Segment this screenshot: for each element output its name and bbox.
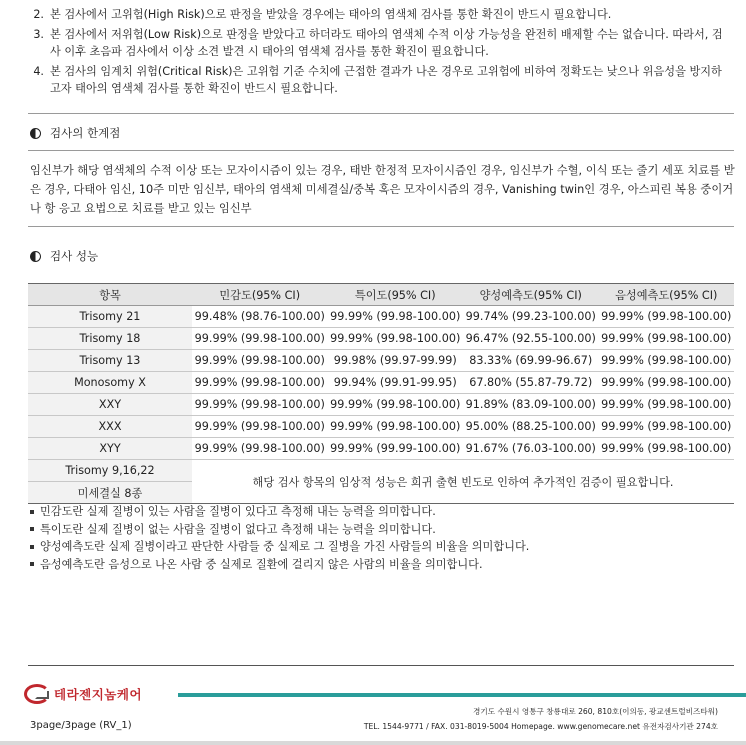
table-row: Trisomy 18 99.99% (99.98-100.00) 99.99% (99.98-100.00) 96.47% (92.55-100.00) 99.99% (99.98-100.00) — [28, 328, 734, 350]
table-row: XXX 99.99% (99.98-100.00) 99.99% (99.98-100.00) 95.00% (88.25-100.00) 99.99% (99.98-100.00) — [28, 416, 734, 438]
table-row: Trisomy 13 99.99% (99.98-100.00) 99.98% (99.97-99.99) 83.33% (69.99-96.67) 99.99% (99.98-100.00) — [28, 350, 734, 372]
table-row: Monosomy X 99.99% (99.98-100.00) 99.94% (99.91-99.95) 67.80% (55.87-79.72) 99.99% (99.98-100.00) — [28, 372, 734, 394]
page-number: 3page/3page (RV_1) — [30, 720, 132, 731]
limitations-heading: 검사의 한계점 — [30, 125, 120, 141]
definitions-list — [30, 503, 529, 573]
divider — [28, 226, 734, 227]
divider — [28, 113, 734, 114]
list-item: 특이도란 실제 질병이 없는 사람을 질병이 없다고 측정해 내는 능력을 의미합니다. — [30, 521, 529, 539]
bottom-band — [0, 741, 746, 745]
table-row: Trisomy 21 99.48% (98.76-100.00) 99.99% (99.98-100.00) 99.74% (99.23-100.00) 99.99% (99.98-100.00) — [28, 306, 734, 328]
performance-heading: 검사 성능 — [30, 248, 98, 264]
table-row: XXY 99.99% (99.98-100.00) 99.99% (99.98-100.00) 91.89% (83.09-100.00) 99.99% (99.98-100.00) — [28, 394, 734, 416]
performance-table — [28, 283, 734, 504]
footer-accent-line — [178, 693, 746, 697]
bullet-icon — [30, 510, 34, 514]
bullet-icon — [30, 545, 34, 549]
note-item: 3. 본 검사에서 저위험(Low Risk)으로 판정을 받았다고 하더라도 태아의 염색체 수적 이상 가능성을 완전히 배제할 수는 없습니다. 따라서, 검사 이후 초음파 검사에서 이상 소견 발견 시 태아의 염색체 검사를 통한 확진이 필요합니다. — [33, 28, 723, 58]
footer-divider — [28, 665, 734, 666]
half-circle-icon — [30, 128, 41, 139]
table-header-row — [28, 284, 734, 306]
col-header: 항목 — [28, 284, 192, 306]
company-logo: 테라젠지놈케어 — [24, 684, 142, 704]
bullet-icon — [30, 562, 34, 566]
table-row: Trisomy 9,16,22 해당 검사 항목의 임상적 성능은 희귀 출현 빈도로 인하여 추가적인 검증이 필요합니다. — [28, 460, 734, 482]
note-item: 4. 본 검사의 임계치 위험(Critical Risk)은 고위험 기준 수치에 근접한 결과가 나온 경우로 고위험에 비하여 정확도는 낮으나 위음성을 방지하고자 태아의 염색체 검사를 통한 확진이 반드시 필요합니다. — [33, 65, 722, 95]
list-item: 음성예측도란 음성으로 나온 사람 중 실제로 질환에 걸리지 않은 사람의 비율을 의미합니다. — [30, 556, 529, 574]
bullet-icon — [30, 527, 34, 531]
table-row: XYY 99.99% (99.98-100.00) 99.99% (99.99-100.00) 91.67% (76.03-100.00) 99.99% (99.98-100.00) — [28, 438, 734, 460]
col-header: 양성예측도(95% CI) — [463, 284, 599, 306]
note-item: 2. 본 검사에서 고위험(High Risk)으로 판정을 받았을 경우에는 태아의 염색체 검사를 통한 확진이 반드시 필요합니다. — [33, 8, 612, 21]
list-item: 민감도란 실제 질병이 있는 사람을 질병이 있다고 측정해 내는 능력을 의미합니다. — [30, 503, 529, 521]
table-row: 미세결실 8종 — [28, 482, 734, 504]
extra-note: 해당 검사 항목의 임상적 성능은 희귀 출현 빈도로 인하여 추가적인 검증이 필요합니다. — [192, 460, 734, 504]
divider — [28, 150, 734, 151]
col-header: 특이도(95% CI) — [328, 284, 464, 306]
limitations-text: 임신부가 해당 염색체의 수적 이상 또는 모자이시즘이 있는 경우, 태반 한정적 모자이시즘인 경우, 임신부가 수혈, 이식 또는 줄기 세포 치료를 받은 경우, 다태아 임신, 10주 미만 임신부, 태아의 염색체 미세결실/중복 혹은 모자이시즘의 경우, Vanishing twin인 경우, 아스피린 복용 중이거나 항 응고 요법으로 치료를 받고 있는 임신부 — [30, 164, 735, 215]
logo-icon — [24, 684, 50, 704]
col-header: 민감도(95% CI) — [192, 284, 328, 306]
notes-list — [30, 6, 730, 100]
col-header: 음성예측도(95% CI) — [599, 284, 735, 306]
list-item: 양성예측도란 실제 질병이라고 판단한 사람들 중 실제로 그 질병을 가진 사람들의 비율을 의미합니다. — [30, 538, 529, 556]
footer-address: 경기도 수원시 영통구 창룡대로 260, 810호(이의동, 광교센트럴비즈타워) TEL. 1544-9771 / FAX. 031-8019-5004 Homepage. www.genomecare.net 유전자검사기관 274호 — [363, 707, 718, 731]
half-circle-icon — [30, 251, 41, 262]
